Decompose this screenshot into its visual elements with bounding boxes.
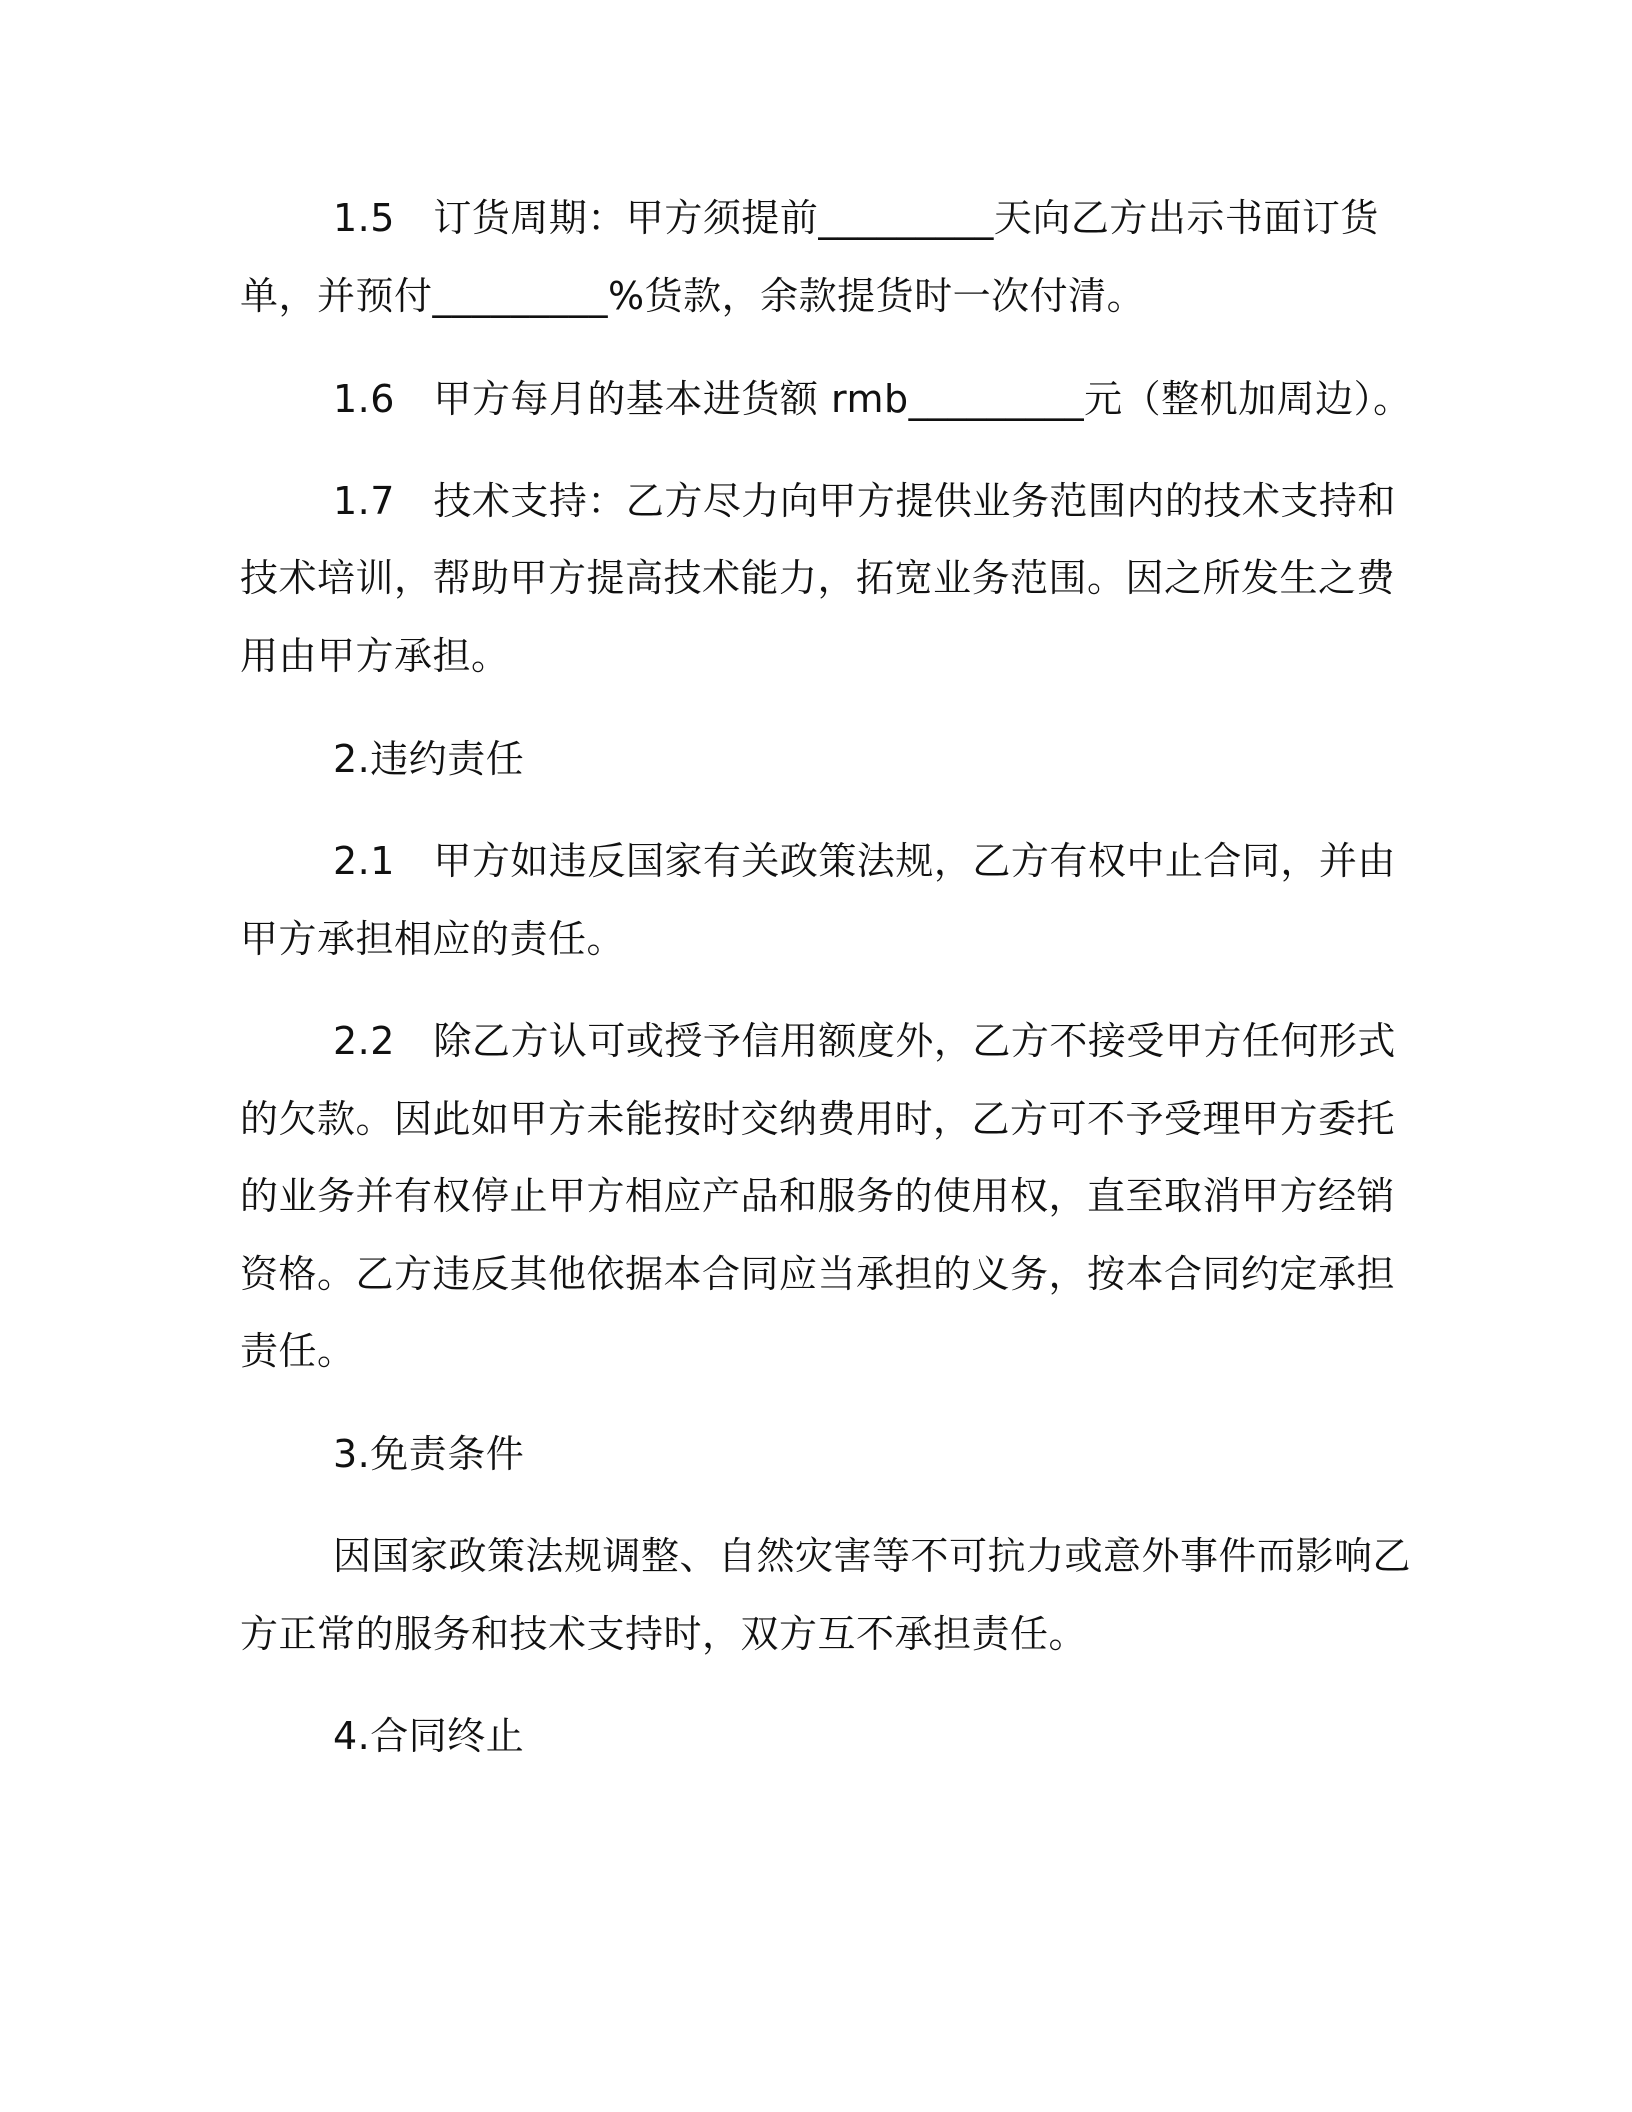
section-3-heading: 3.免责条件: [333, 1432, 525, 1476]
clause-2-2-line-2: 的欠款。因此如甲方未能按时交纳费用时，乙方可不予受理甲方委托: [240, 1097, 1396, 1141]
clause-1-5-line-2: 单，并预付_________%货款，余款提货时一次付清。: [240, 274, 1146, 318]
clause-1-7-line-3: 用由甲方承担。: [240, 634, 510, 678]
section-4-heading: 4.合同终止: [333, 1714, 525, 1758]
clause-2-1-line-2: 甲方承担相应的责任。: [240, 917, 626, 961]
section-3-body-line-1: 因国家政策法规调整、自然灾害等不可抗力或意外事件而影响乙: [333, 1534, 1412, 1578]
clause-2-1-line-1: 2.1 甲方如违反国家有关政策法规，乙方有权中止合同，并由: [333, 839, 1396, 883]
section-2-heading: 2.违约责任: [333, 737, 525, 781]
clause-1-7-line-1: 1.7 技术支持：乙方尽力向甲方提供业务范围内的技术支持和: [333, 479, 1396, 523]
clause-2-2-line-3: 的业务并有权停止甲方相应产品和服务的使用权，直至取消甲方经销: [240, 1174, 1396, 1218]
clause-1-6-line-1: 1.6 甲方每月的基本进货额 rmb_________元（整机加周边）。: [333, 377, 1412, 421]
clause-2-2-line-5: 责任。: [240, 1329, 356, 1373]
clause-1-7-line-2: 技术培训，帮助甲方提高技术能力，拓宽业务范围。因之所发生之费: [240, 556, 1396, 600]
section-3-body-line-2: 方正常的服务和技术支持时，双方互不承担责任。: [240, 1612, 1088, 1656]
clause-1-5-line-1: 1.5 订货周期：甲方须提前_________天向乙方出示书面订货: [333, 196, 1379, 240]
clause-2-2-line-4: 资格。乙方违反其他依据本合同应当承担的义务，按本合同约定承担: [240, 1252, 1396, 1296]
clause-2-2-line-1: 2.2 除乙方认可或授予信用额度外，乙方不接受甲方任何形式: [333, 1019, 1396, 1063]
